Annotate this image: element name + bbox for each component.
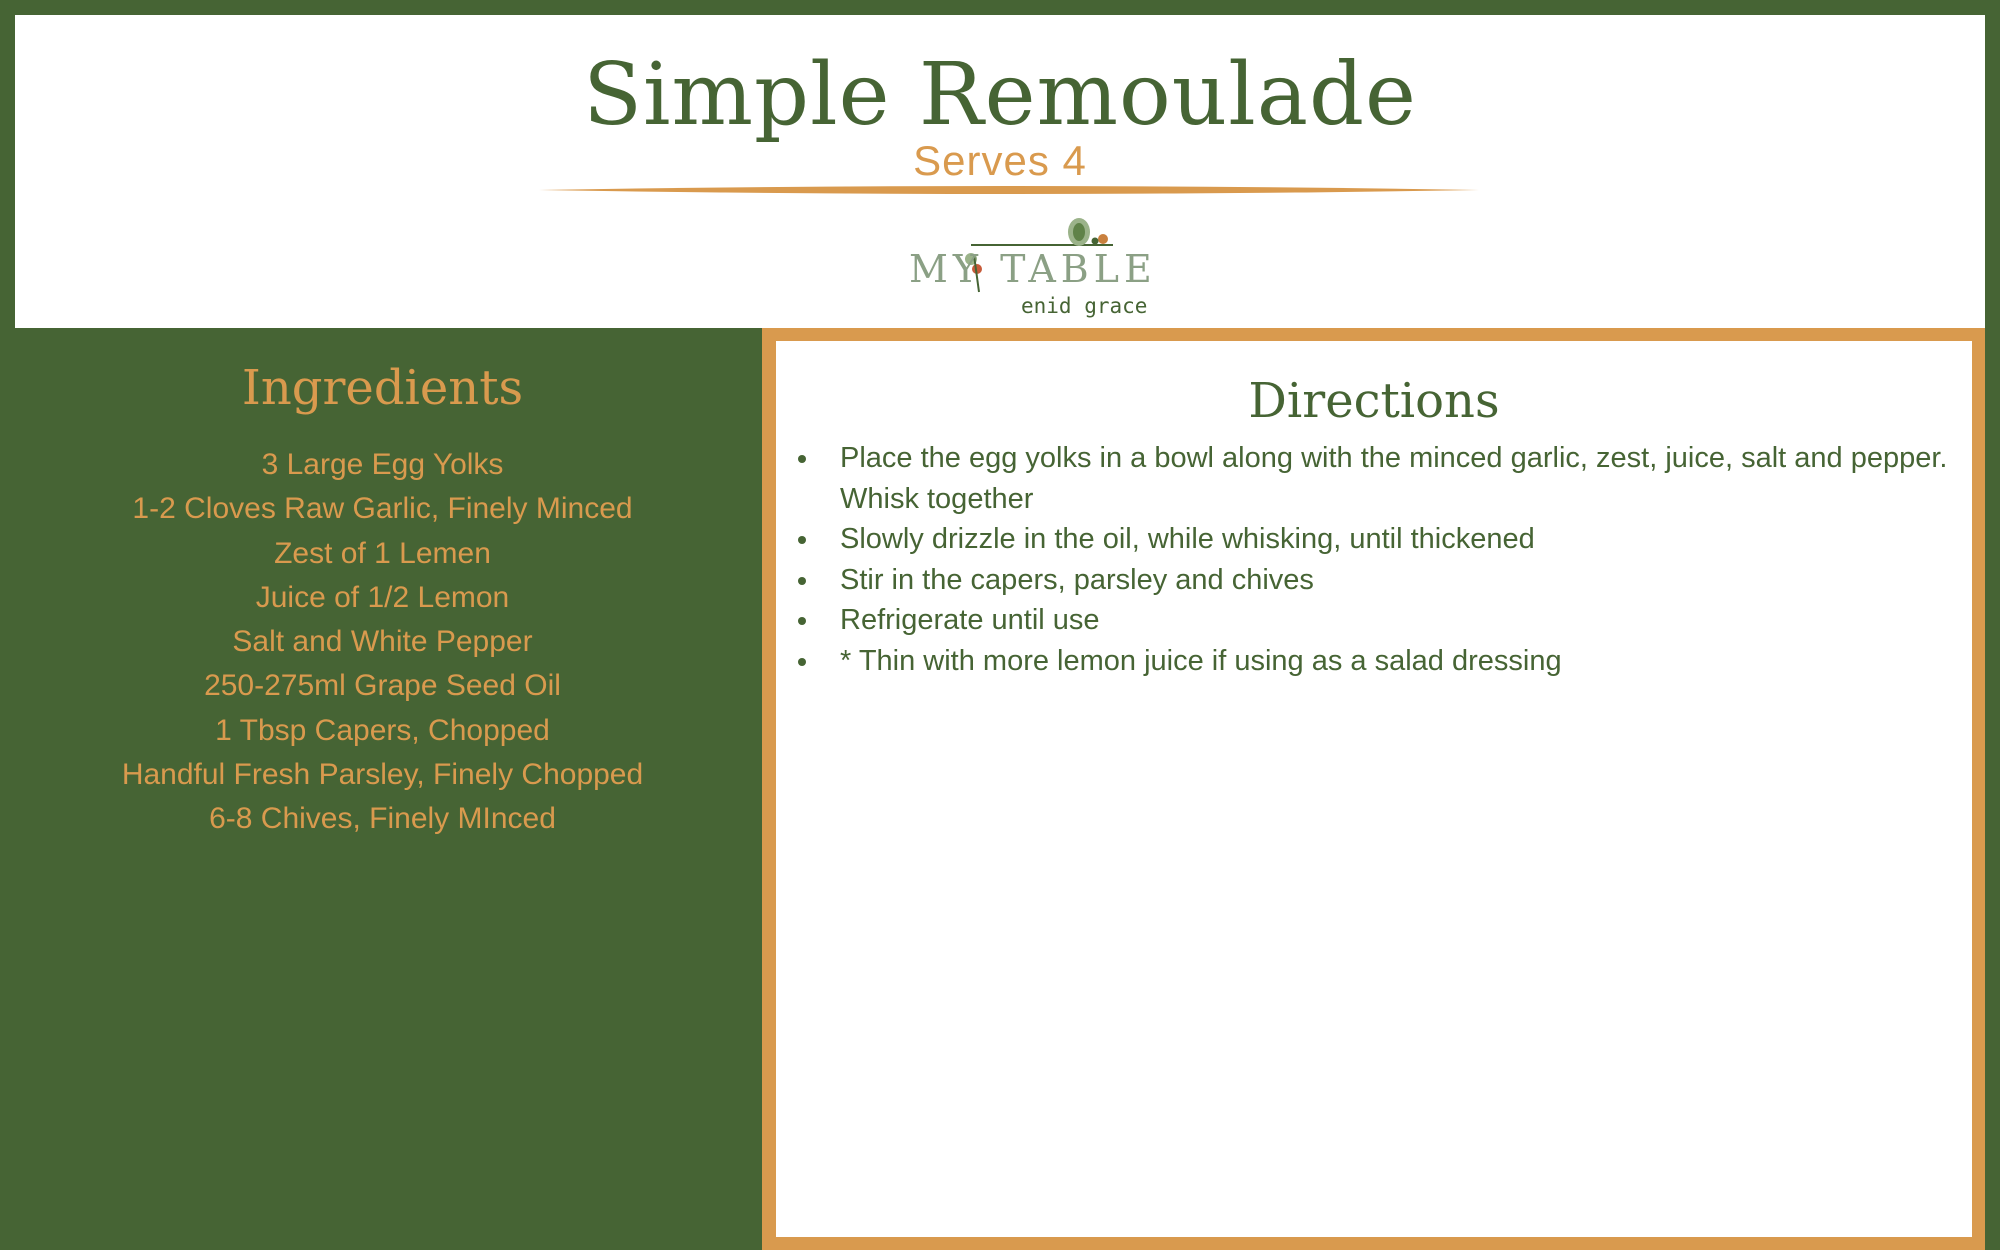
ingredients-title: Ingredients <box>241 360 524 416</box>
direction-step <box>790 600 1960 641</box>
direction-step <box>790 519 1960 560</box>
bullet-icon <box>798 455 806 463</box>
ingredient-item: Zest of 1 Lemen <box>274 536 491 570</box>
recipe-title: Simple Remoulade <box>583 45 1417 145</box>
bullet-icon <box>798 617 806 625</box>
logo <box>891 207 1157 327</box>
bullet-icon <box>798 536 806 544</box>
directions-card <box>776 341 1972 1237</box>
ingredient-item: Salt and White Pepper <box>232 625 533 659</box>
divider-rule <box>539 182 1479 198</box>
recipe-header <box>15 15 1985 328</box>
directions-panel <box>762 328 1985 1250</box>
direction-step-text: Refrigerate until use <box>840 604 1100 637</box>
direction-step-text: Place the egg yolks in a bowl along with the minced garlic, zest, juice, salt and pepper. Whisk together <box>840 442 1948 515</box>
ingredient-item: 1 Tbsp Capers, Chopped <box>215 713 550 747</box>
direction-step-text: * Thin with more lemon juice if using as a salad dressing <box>840 644 1562 677</box>
direction-step-text: Stir in the capers, parsley and chives <box>840 563 1314 596</box>
ingredients-list <box>15 443 750 842</box>
bullet-icon <box>798 658 806 666</box>
directions-list <box>790 438 1960 682</box>
direction-step <box>790 560 1960 601</box>
directions-title: Directions <box>1248 373 1500 429</box>
bullet-icon <box>798 577 806 585</box>
direction-step-text: Slowly drizzle in the oil, while whisking, until thickened <box>840 523 1535 556</box>
ingredient-item: Juice of 1/2 Lemon <box>255 580 510 614</box>
ingredients-panel <box>15 328 750 1250</box>
ingredient-item: 1-2 Cloves Raw Garlic, Finely Minced <box>132 492 633 526</box>
ingredient-item: 6-8 Chives, Finely MInced <box>209 802 556 836</box>
serves-label: Serves 4 <box>913 137 1087 184</box>
ingredient-item: 250-275ml Grape Seed Oil <box>204 669 561 703</box>
logo-sub-text: enid grace <box>1021 294 1148 318</box>
logo-main-text: MY TABLE <box>909 247 1157 291</box>
ingredient-item: 3 Large Egg Yolks <box>261 448 504 481</box>
direction-step <box>790 641 1960 682</box>
direction-step <box>790 438 1960 519</box>
ingredient-item: Handful Fresh Parsley, Finely Chopped <box>121 758 644 792</box>
